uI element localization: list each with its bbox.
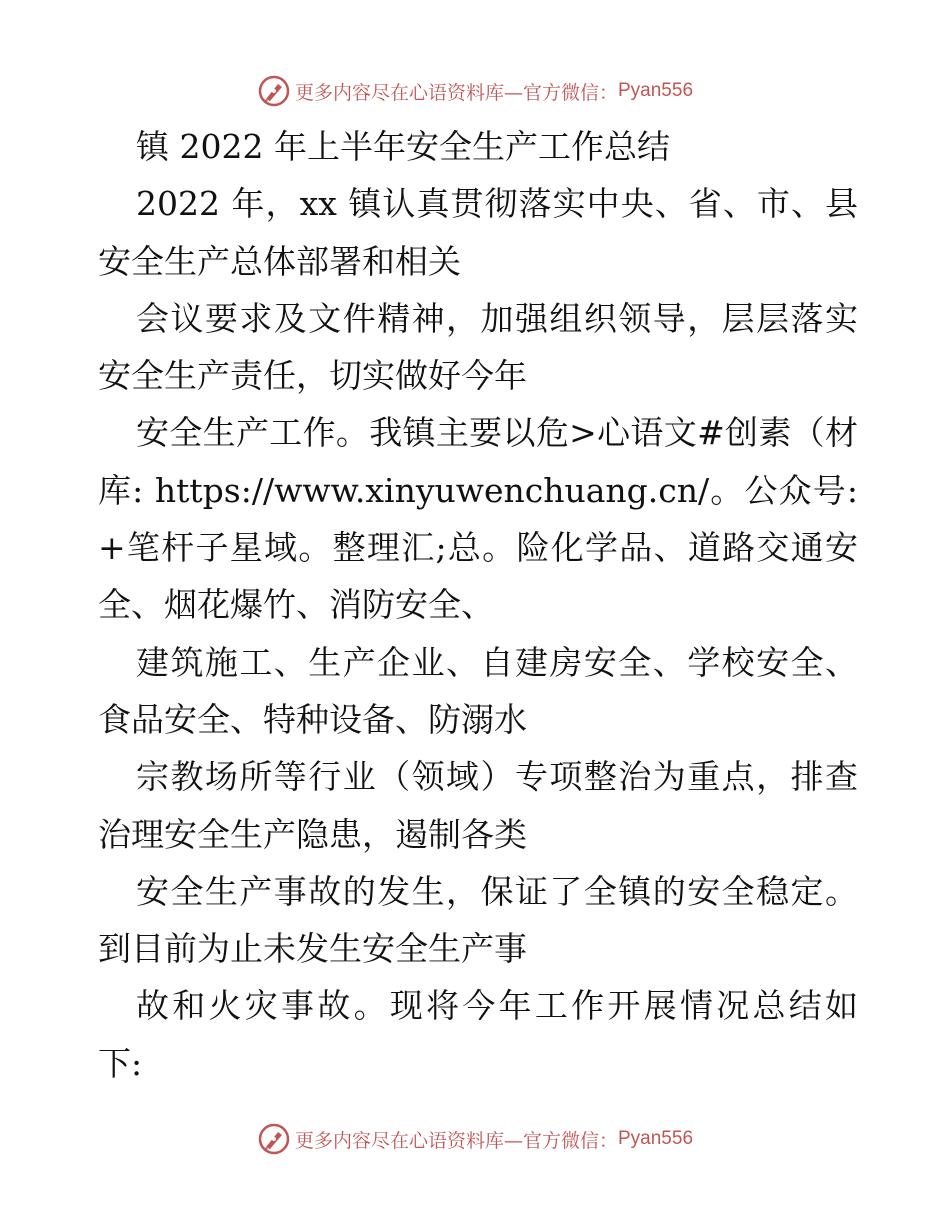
pen-nib-logo-icon (257, 1122, 291, 1156)
watermark-wechat-id: Pyan556 (618, 1128, 694, 1149)
document-body (98, 118, 858, 1092)
paragraph-line: 建筑施工、生产企业、自建房安全、学校安全、 (136, 642, 858, 682)
watermark-wechat-id: Pyan556 (618, 80, 694, 101)
pen-nib-logo-icon (257, 74, 291, 108)
document-title: 镇 2022 年上半年安全生产工作总结 (136, 127, 670, 166)
paragraph-line: 故和火灾事故。现将今年工作开展情况总结如 (136, 986, 858, 1026)
watermark-text: 更多内容尽在心语资料库—官方微信： (294, 1129, 618, 1152)
paragraph-line: 2022 年，xx 镇认真贯彻落实中央、省、市、县 (136, 184, 858, 224)
header-watermark (0, 71, 950, 111)
footer-watermark (0, 1119, 950, 1159)
paragraph-line: 宗教场所等行业（领域）专项整治为重点，排查 (136, 757, 858, 797)
paragraph-line: 安全生产责任，切实做好今年 (98, 356, 527, 396)
paragraph-line: +笔杆子星域。整理汇;总。险化学品、道路交通安 (98, 528, 858, 568)
paragraph-line: 到目前为止未发生安全生产事 (98, 929, 527, 969)
paragraph-line: 安全生产工作。我镇主要以危>心语文#创素（材 (136, 413, 858, 453)
paragraph-line: 安全生产事故的发生，保证了全镇的安全稳定。 (136, 871, 858, 911)
paragraph-line: 库: https://www.xinyuwenchuang.cn/。公众号: (98, 470, 858, 510)
paragraph-line: 食品安全、特种设备、防溺水 (98, 699, 527, 739)
paragraph-line: 治理安全生产隐患，遏制各类 (98, 814, 527, 854)
watermark-text: 更多内容尽在心语资料库—官方微信： (294, 81, 618, 104)
paragraph-line: 下: (98, 1043, 143, 1083)
paragraph-line: 全、烟花爆竹、消防安全、 (98, 585, 494, 625)
paragraph-line: 安全生产总体部署和相关 (98, 241, 461, 281)
paragraph-line: 会议要求及文件精神，加强组织领导，层层落实 (136, 298, 858, 338)
